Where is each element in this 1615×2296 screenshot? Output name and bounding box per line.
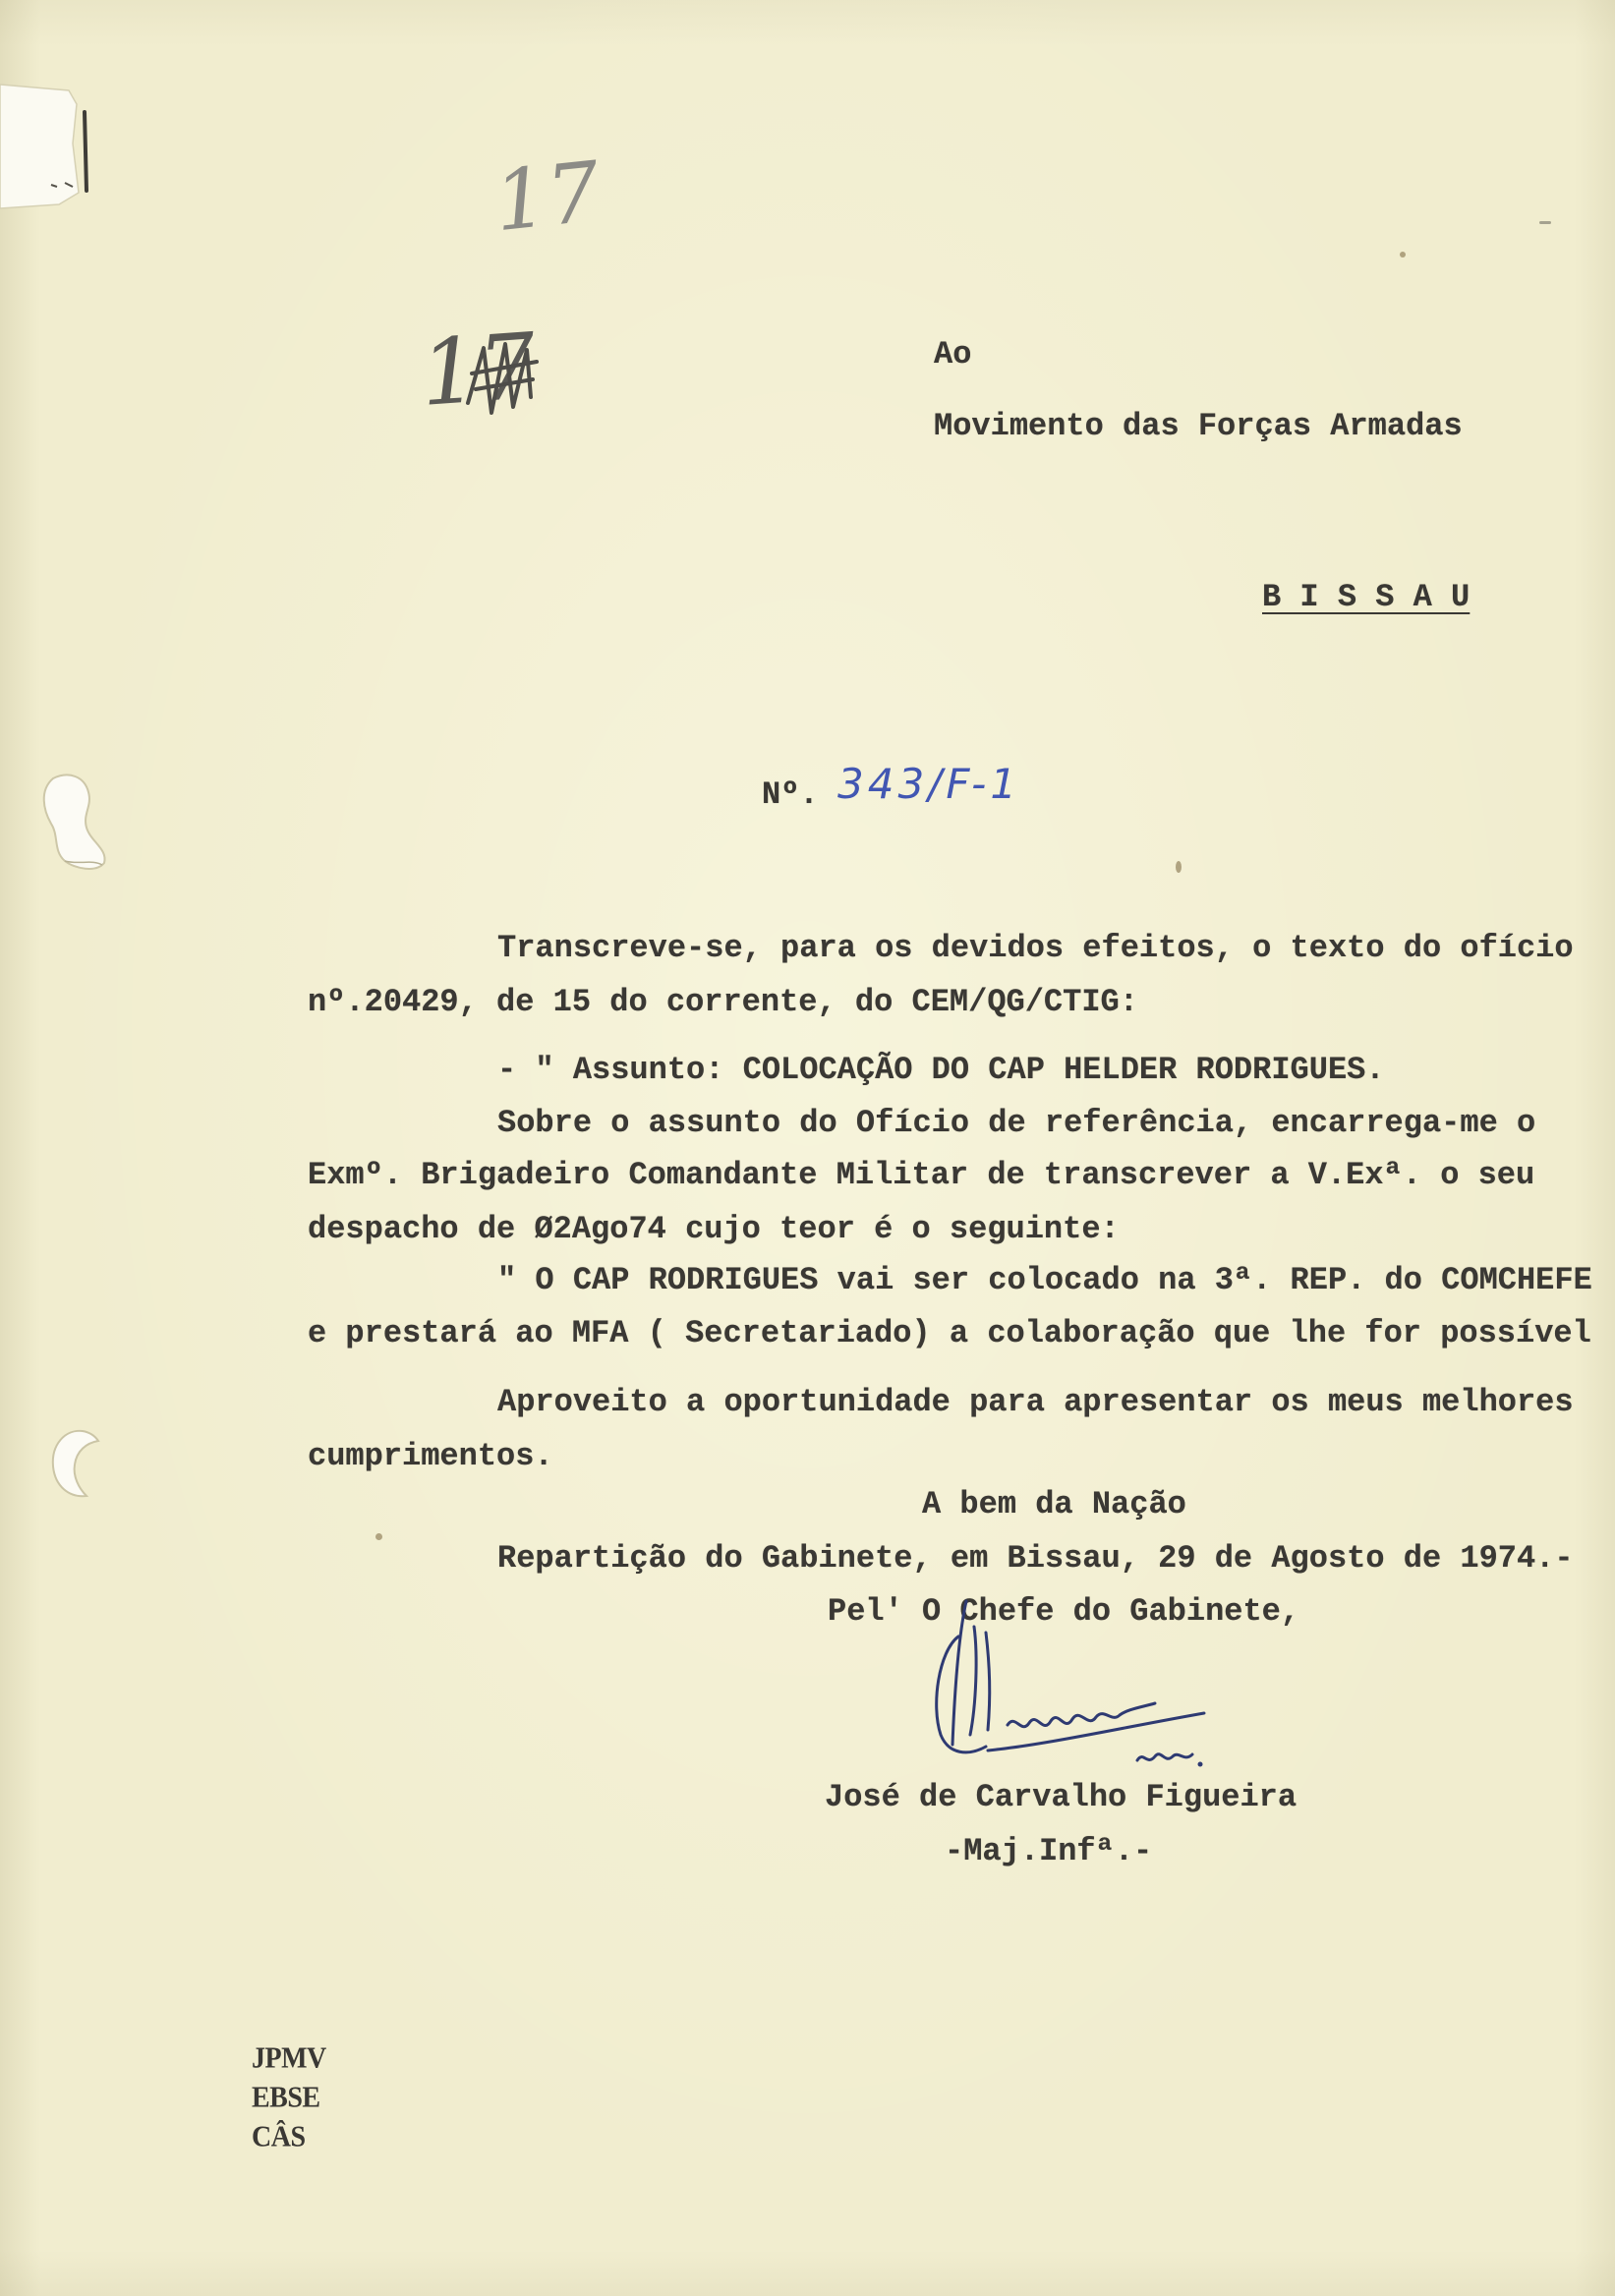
body-line: Sobre o assunto do Ofício de referência, encarrega-me o <box>497 1105 1536 1141</box>
signatory-rank: -Maj.Infª.- <box>945 1833 1153 1869</box>
signatory-name: José de Carvalho Figueira <box>825 1779 1298 1815</box>
closing-line: cumprimentos. <box>308 1438 553 1474</box>
addressee-name: Movimento das Forças Armadas <box>934 408 1463 444</box>
body-line: Exmº. Brigadeiro Comandante Militar de transcrever a V.Exª. o seu <box>308 1157 1535 1193</box>
typist-initials: JPMV <box>252 2041 326 2076</box>
paper-speck <box>375 1533 382 1540</box>
folio-number-pencil: 17 <box>490 143 605 251</box>
subject-line: - " Assunto: COLOCAÇÃO DO CAP HELDER RODRIGUES. <box>497 1052 1385 1088</box>
body-line: Transcreve-se, para os devidos efeitos, o texto do ofício <box>497 930 1574 966</box>
closing-line: Aproveito a oportunidade para apresentar os meus melhores <box>497 1384 1574 1420</box>
dispatch-line: " O CAP RODRIGUES vai ser colocado na 3ª. REP. do COMCHEFE <box>497 1262 1592 1298</box>
paper-speck <box>1176 861 1182 873</box>
folio-number-crossed-out: 17 <box>417 314 540 427</box>
addressee-salutation: Ao <box>934 336 972 373</box>
body-line: nº.20429, de 15 do corrente, do CEM/QG/CTIG: <box>308 984 1138 1020</box>
signatory-on-behalf: Pel' O Chefe do Gabinete, <box>828 1593 1300 1630</box>
reference-label: Nº. <box>762 776 819 813</box>
place-date: Repartição do Gabinete, em Bissau, 29 de Agosto de 1974.- <box>497 1540 1574 1577</box>
typist-initials: EBSE <box>252 2081 320 2115</box>
dispatch-line: e prestará ao MFA ( Secretariado) a colaboração que lhe for possível <box>308 1315 1591 1351</box>
paper-speck <box>1539 221 1551 224</box>
body-line: despacho de Ø2Ago74 cujo teor é o seguinte: <box>308 1211 1120 1247</box>
punch-hole <box>39 771 118 879</box>
addressee-city: B I S S A U <box>1262 579 1471 615</box>
valediction: A bem da Nação <box>922 1486 1186 1522</box>
paper-speck <box>1400 252 1406 258</box>
typist-initials: CÂS <box>252 2120 306 2154</box>
reference-number-handwritten: 343/F-1 <box>837 760 1021 808</box>
torn-corner <box>0 85 108 212</box>
punch-hole <box>43 1425 112 1504</box>
